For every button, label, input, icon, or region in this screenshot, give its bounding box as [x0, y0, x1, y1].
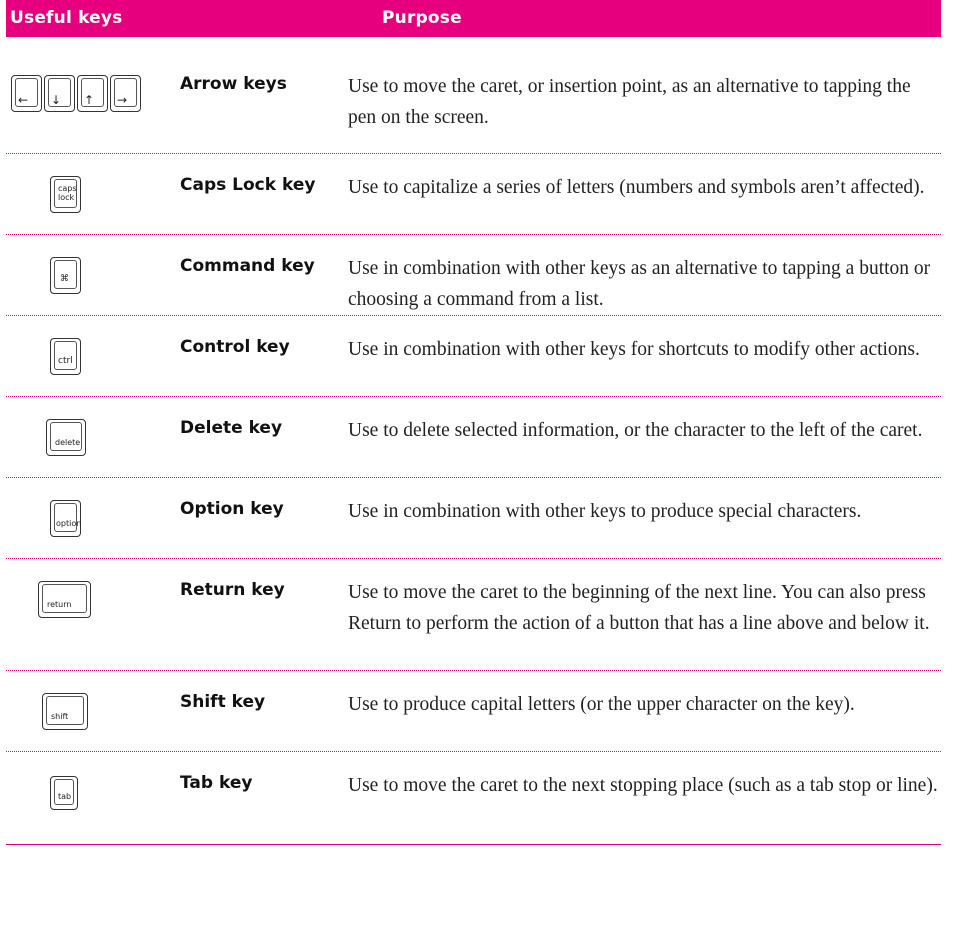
table-header [6, 0, 941, 37]
table-row [6, 559, 941, 670]
right-arrow-key-icon: → [110, 75, 141, 112]
return-key-icon: return [38, 581, 91, 618]
table-row [6, 37, 941, 153]
key-purpose: Use to capitalize a series of letters (numbers and symbols aren’t affected). [348, 177, 925, 198]
key-name: Delete key [180, 418, 283, 438]
arrow-keys-icon [11, 75, 141, 112]
key-purpose: Use to move the caret to the beginning of the next line. You can also press Return to perform the action of a button that has a line above and below it. [348, 582, 930, 634]
key-name: Tab key [180, 773, 253, 793]
key-name: Control key [180, 337, 290, 357]
tab-key-icon: tab [50, 776, 78, 810]
key-purpose: Use to move the caret, or insertion point, as an alternative to tapping the pen on the screen. [348, 76, 911, 128]
key-name: Option key [180, 499, 284, 519]
up-arrow-key-icon: ↑ [77, 75, 108, 112]
key-name: Command key [180, 256, 315, 276]
table-row [6, 154, 941, 234]
option-key-icon: option [50, 500, 81, 537]
table-row [6, 478, 941, 558]
down-arrow-key-icon: ↓ [44, 75, 75, 112]
key-purpose: Use to move the caret to the next stopping place (such as a tab stop or line). [348, 775, 938, 796]
header-useful-keys: Useful keys [10, 8, 123, 28]
key-purpose: Use in combination with other keys as an alternative to tapping a button or choosing a command from a list. [348, 258, 931, 310]
shift-key-icon: shift [42, 693, 88, 730]
key-purpose: Use to produce capital letters (or the upper character on the key). [348, 694, 855, 715]
key-name: Shift key [180, 692, 266, 712]
table-row [6, 397, 941, 477]
table-row [6, 752, 941, 844]
command-key-icon: ⌘ [50, 257, 81, 294]
caps-lock-key-icon: caps lock [50, 176, 81, 213]
left-arrow-key-icon: ← [11, 75, 42, 112]
key-purpose: Use to delete selected information, or the character to the left of the caret. [348, 420, 923, 441]
table-row [6, 235, 941, 315]
key-purpose: Use in combination with other keys for shortcuts to modify other actions. [348, 339, 920, 360]
key-name: Return key [180, 580, 285, 600]
table-row [6, 671, 941, 751]
table-bottom-rule [6, 844, 941, 845]
delete-key-icon: delete [46, 419, 86, 456]
control-key-icon: ctrl [50, 338, 81, 375]
key-name: Arrow keys [180, 74, 287, 94]
table-row [6, 316, 941, 396]
header-purpose: Purpose [382, 8, 462, 28]
key-name: Caps Lock key [180, 175, 316, 195]
useful-keys-table [6, 0, 941, 845]
key-purpose: Use in combination with other keys to produce special characters. [348, 501, 862, 522]
